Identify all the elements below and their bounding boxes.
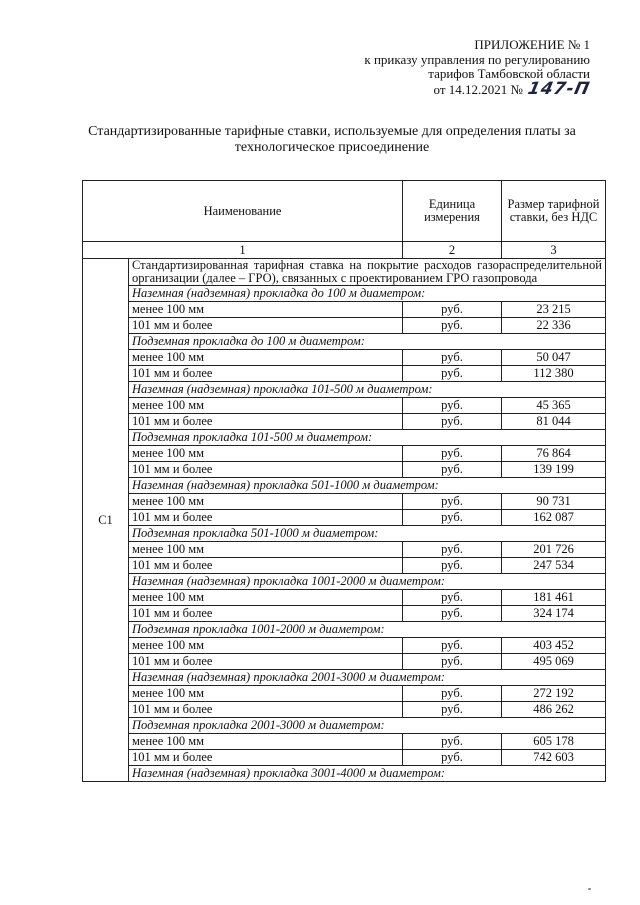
section-title: Подземная прокладка 1001-2000 м диаметром:: [129, 622, 606, 638]
row-name: менее 100 мм: [129, 350, 403, 366]
row-value: 605 178: [502, 734, 606, 750]
row-value: 162 087: [502, 510, 606, 526]
row-value: 486 262: [502, 702, 606, 718]
row-name: 101 мм и более: [129, 702, 403, 718]
table-row: [83, 398, 606, 414]
section-title: Подземная прокладка 101-500 м диаметром:: [129, 430, 606, 446]
table-row: [83, 542, 606, 558]
row-name: менее 100 мм: [129, 734, 403, 750]
header-rate: Размер тарифной ставки, без НДС: [502, 181, 606, 242]
section-title: Наземная (надземная) прокладка 2001-3000 м диаметром:: [129, 670, 606, 686]
row-unit: руб.: [403, 734, 502, 750]
section-row: [83, 670, 606, 686]
table-row: [83, 734, 606, 750]
document-title: [72, 124, 592, 156]
section-row: [83, 526, 606, 542]
row-unit: руб.: [403, 510, 502, 526]
column-number-row: [83, 242, 606, 259]
section-row: [83, 382, 606, 398]
row-unit: руб.: [403, 558, 502, 574]
section-title: Наземная (надземная) прокладка 501-1000 м диаметром:: [129, 478, 606, 494]
row-unit: руб.: [403, 318, 502, 334]
section-title: Подземная прокладка до 100 м диаметром:: [129, 334, 606, 350]
header-unit: Единица измерения: [403, 181, 502, 242]
section-row: [83, 574, 606, 590]
row-name: менее 100 мм: [129, 590, 403, 606]
row-value: 324 174: [502, 606, 606, 622]
row-name: 101 мм и более: [129, 606, 403, 622]
intro-description: Стандартизированная тарифная ставка на покрытие расходов газораспределительной организации (далее – ГРО), связанных с проектированием ГРО газопровода: [129, 259, 606, 286]
row-value: 247 534: [502, 558, 606, 574]
section-row: [83, 334, 606, 350]
group-code: С1: [83, 259, 129, 782]
table-row: [83, 494, 606, 510]
row-unit: руб.: [403, 542, 502, 558]
row-unit: руб.: [403, 654, 502, 670]
table-row: [83, 350, 606, 366]
row-value: 22 336: [502, 318, 606, 334]
row-unit: руб.: [403, 638, 502, 654]
row-name: 101 мм и более: [129, 318, 403, 334]
row-unit: руб.: [403, 686, 502, 702]
row-value: 81 044: [502, 414, 606, 430]
table-row: [83, 606, 606, 622]
table-header-row: [83, 181, 606, 242]
row-unit: руб.: [403, 750, 502, 766]
row-value: 45 365: [502, 398, 606, 414]
row-unit: руб.: [403, 606, 502, 622]
section-row: [83, 286, 606, 302]
section-title: Наземная (надземная) прокладка 101-500 м диаметром:: [129, 382, 606, 398]
column-number-3: 3: [502, 242, 606, 259]
section-title: Подземная прокладка 501-1000 м диаметром:: [129, 526, 606, 542]
table-row: [83, 446, 606, 462]
appendix-order-ref: к приказу управления по регулированию: [364, 51, 590, 67]
table-row: [83, 366, 606, 382]
section-title: Подземная прокладка 2001-3000 м диаметром:: [129, 718, 606, 734]
section-title: Наземная (надземная) прокладка 1001-2000 м диаметром:: [129, 574, 606, 590]
column-number-2: 2: [403, 242, 502, 259]
table-row: [83, 462, 606, 478]
row-value: 181 461: [502, 590, 606, 606]
section-title: Наземная (надземная) прокладка до 100 м диаметром:: [129, 286, 606, 302]
table-row: [83, 302, 606, 318]
row-name: 101 мм и более: [129, 654, 403, 670]
intro-row: [83, 259, 606, 286]
row-value: 90 731: [502, 494, 606, 510]
row-unit: руб.: [403, 462, 502, 478]
section-row: [83, 430, 606, 446]
row-value: 50 047: [502, 350, 606, 366]
section-row: [83, 622, 606, 638]
row-name: менее 100 мм: [129, 494, 403, 510]
row-name: 101 мм и более: [129, 750, 403, 766]
table-row: [83, 654, 606, 670]
row-name: 101 мм и более: [129, 558, 403, 574]
table-row: [83, 318, 606, 334]
section-title: Наземная (надземная) прокладка 3001-4000 м диаметром:: [129, 766, 606, 782]
row-unit: руб.: [403, 350, 502, 366]
table-row: [83, 686, 606, 702]
order-number-handwritten: 147-П: [526, 78, 593, 99]
appendix-title: ПРИЛОЖЕНИЕ № 1: [474, 37, 590, 52]
table-row: [83, 750, 606, 766]
row-name: менее 100 мм: [129, 638, 403, 654]
row-unit: руб.: [403, 494, 502, 510]
row-unit: руб.: [403, 446, 502, 462]
row-value: 495 069: [502, 654, 606, 670]
row-value: 112 380: [502, 366, 606, 382]
column-number-1: 1: [83, 242, 403, 259]
appendix-authority: тарифов Тамбовской области: [428, 66, 590, 81]
scan-speck: [588, 888, 591, 890]
row-name: менее 100 мм: [129, 446, 403, 462]
table-row: [83, 702, 606, 718]
row-unit: руб.: [403, 590, 502, 606]
row-value: 201 726: [502, 542, 606, 558]
row-value: 76 864: [502, 446, 606, 462]
row-name: 101 мм и более: [129, 366, 403, 382]
row-value: 272 192: [502, 686, 606, 702]
table-row: [83, 510, 606, 526]
table-row: [83, 638, 606, 654]
appendix-order-date: [300, 78, 593, 99]
row-unit: руб.: [403, 414, 502, 430]
table-row: [83, 558, 606, 574]
row-name: менее 100 мм: [129, 542, 403, 558]
appendix-header: [300, 37, 593, 99]
table-row: [83, 590, 606, 606]
document-title-line-1: Стандартизированные тарифные ставки, используемые для определения платы за: [88, 124, 576, 139]
tariff-body: [83, 259, 606, 782]
table-row: [83, 414, 606, 430]
section-row: [83, 718, 606, 734]
row-unit: руб.: [403, 366, 502, 382]
row-name: менее 100 мм: [129, 686, 403, 702]
row-value: 742 603: [502, 750, 606, 766]
document-title-line-2: технологическое присоединение: [234, 140, 430, 155]
row-value: 139 199: [502, 462, 606, 478]
section-row: [83, 478, 606, 494]
row-name: 101 мм и более: [129, 414, 403, 430]
row-unit: руб.: [403, 398, 502, 414]
header-name: Наименование: [83, 181, 403, 242]
row-value: 23 215: [502, 302, 606, 318]
row-unit: руб.: [403, 302, 502, 318]
row-name: менее 100 мм: [129, 302, 403, 318]
row-name: 101 мм и более: [129, 462, 403, 478]
row-name: 101 мм и более: [129, 510, 403, 526]
order-prefix: от 14.12.2021 №: [433, 81, 523, 97]
section-row: [83, 766, 606, 782]
tariff-table: [82, 180, 606, 782]
row-value: 403 452: [502, 638, 606, 654]
row-name: менее 100 мм: [129, 398, 403, 414]
row-unit: руб.: [403, 702, 502, 718]
